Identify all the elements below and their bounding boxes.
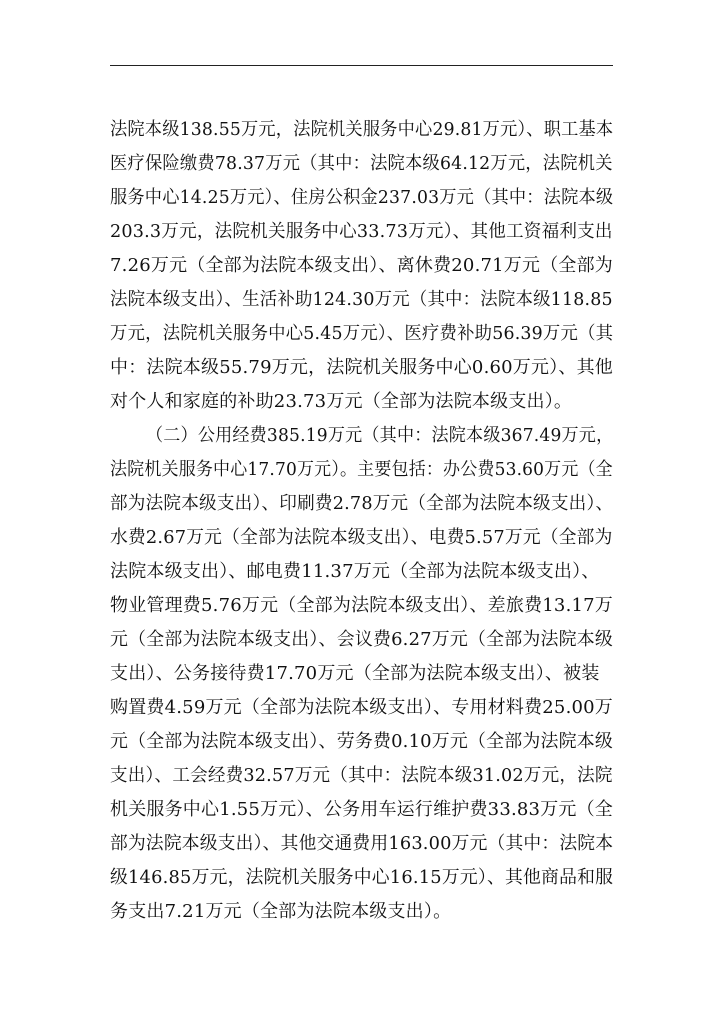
text-line-18: 购置费4.59万元（全部为法院本级支出）、专用材料费25.00万 (110, 697, 614, 718)
text-line-12: 部为法院本级支出）、印刷费2.78万元（全部为法院本级支出）、 (110, 493, 614, 514)
text-line-9: 对个人和家庭的补助23.73万元（全部为法院本级支出）。 (110, 391, 573, 412)
text-line-6: 法院本级支出）、生活补助124.30万元（其中：法院本级118.85 (110, 289, 613, 310)
text-line-13: 水费2.67万元（全部为法院本级支出）、电费5.57万元（全部为 (110, 527, 613, 548)
section-heading-line: （二）公用经费385.19万元（其中：法院本级367.49万元， (146, 425, 614, 446)
text-line-24: 务支出7.21万元（全部为法院本级支出）。 (110, 901, 452, 922)
text-line-7: 万元，法院机关服务中心5.45万元）、医疗费补助56.39万元（其 (110, 323, 614, 344)
text-line-15: 物业管理费5.76万元（全部为法院本级支出）、差旅费13.17万 (110, 595, 614, 616)
header-rule (110, 65, 613, 66)
text-line-22: 部为法院本级支出）、其他交通费用163.00万元（其中：法院本 (110, 833, 614, 854)
text-line-3: 服务中心14.25万元）、住房公积金237.03万元（其中：法院本级 (110, 187, 614, 208)
text-line-23: 级146.85万元，法院机关服务中心16.15万元）、其他商品和服 (110, 867, 614, 888)
text-line-21: 机关服务中心1.55万元）、公务用车运行维护费33.83万元（全 (110, 799, 614, 820)
text-line-1: 法院本级138.55万元，法院机关服务中心29.81万元）、职工基本 (110, 119, 614, 140)
text-line-2: 医疗保险缴费78.37万元（其中：法院本级64.12万元，法院机关 (110, 153, 613, 174)
text-line-5: 7.26万元（全部为法院本级支出）、离休费20.71万元（全部为 (110, 255, 614, 276)
text-line-11: 法院机关服务中心17.70万元）。主要包括：办公费53.60万元（全 (110, 459, 613, 480)
text-line-20: 支出）、工会经费32.57万元（其中：法院本级31.02万元，法院 (110, 765, 613, 786)
text-line-4: 203.3万元，法院机关服务中心33.73万元）、其他工资福利支出 (110, 221, 613, 242)
text-line-16: 元（全部为法院本级支出）、会议费6.27万元（全部为法院本级 (110, 629, 614, 650)
text-line-19: 元（全部为法院本级支出）、劳务费0.10万元（全部为法院本级 (110, 731, 614, 752)
text-line-14: 法院本级支出）、邮电费11.37万元（全部为法院本级支出）、 (110, 561, 600, 582)
text-line-8: 中：法院本级55.79万元，法院机关服务中心0.60万元）、其他 (110, 357, 614, 378)
text-line-17: 支出）、公务接待费17.70万元（全部为法院本级支出）、被装 (110, 663, 600, 684)
